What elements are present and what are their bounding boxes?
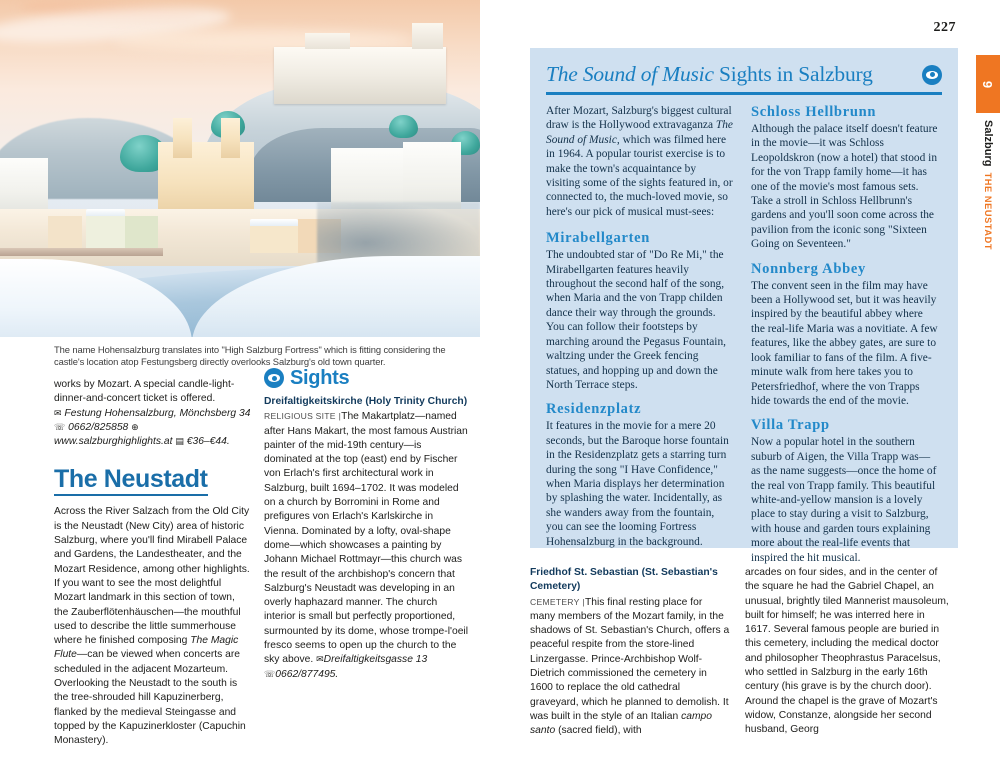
snow-roof	[86, 209, 124, 216]
salzburg-winter-photo	[0, 0, 480, 337]
column-one	[54, 378, 252, 749]
neustadt-body-part1: Across the River Salzach from the Old City is the Neustadt (New City) area of historic Salzburg, where you'll find Mirabell Palace and Gardens, the Landestheater, and the Mozart Residence, among other highlights. If you want to see the most delightful Mozart landmark in this section of town, the Zauberflötenhäuschen—the mouthful used to describe the little summerhouse where he finished composing	[54, 506, 250, 647]
poi-address: Dreifaltigkeitsgasse 13	[323, 654, 428, 666]
neustadt-body-part2: —can be viewed when concerts are scheduled in the adjacent Mozarteum. Overlooking the Neustadt to the south is the tree-shrouded hill Kapuzinerberg, flanked by the medieval Steingasse and topped by the Kapuzinerkloster (Capuchin Monastery).	[54, 649, 246, 747]
poi-body: The Makartplatz—named after Hans Makart, the most famous Austrian painter of the mid-19th century—is dominated at the top (east) end by Fischer von Erlach's first architectural work in Salzburg, built 1694–1702. It was modeled on a church by Borromini in Rome and prefigures von Erlach's Karlskirche in Vienna. Dominated by a lofty, oval-shape dome—which showcases a painting by Johann Michael Rottmayr—this church was the result of the archbishop's concern that Salzburg's Neustadt was developing in an overly haphazard manner. The church interior is small but perfectly proportioned, surmounted by its dome, whose trompe-l'oeil fresco seems to open up the church to the sky above.	[264, 411, 468, 666]
chapter-tab-text	[978, 120, 998, 250]
feature-columns	[546, 104, 942, 565]
poi-category: RELIGIOUS SITE	[264, 411, 336, 422]
snowy-bank-right	[192, 256, 480, 337]
envelope-icon: ✉	[54, 408, 62, 419]
sights-header	[264, 368, 468, 388]
feature-title-italic: The Sound of Music	[546, 62, 714, 86]
poi-separator: |	[582, 596, 585, 607]
poi-body-right: arcades on four sides, and in the center of the square he had the Gabriel Chapel, an unusual, brightly tiled Mannerist mausoleum, built for himself; he was interred here in 1617. Several famous people are buried in this cemetery, including the medical doctor and philosopher Theophrastus Paracelsus, who settled in Salzburg in the early 16th century (his grave is by the church door). Around the chapel is the grave of Mozart's widow, Constanze, alongside her second husband, Georg	[745, 567, 949, 736]
poi-name: Dreifaltigkeitskirche	[264, 396, 363, 407]
townhouse	[48, 216, 82, 250]
sound-of-music-feature-box	[530, 48, 958, 564]
entry-body-mirabellgarten: The undoubted star of "Do Re Mi," the Mirabellgarten features heavily throughout the second half of the song, when Maria and the von Trapp childen dance their way through the grounds. You can follow their footsteps by marching around the Pegasus Fountain, waltzing under the Greek fencing statues, and hopping up and down the North Terrace steps.	[546, 249, 727, 391]
page-number: 227	[933, 20, 956, 35]
feature-intro-part2: which was filmed here in 1964. A popular tourist exercise is to make the town's acquaintance by visiting some of the sights featured in, or connected to, the much-loved movie, so here's our pick of musical must-sees:	[546, 133, 733, 218]
page-title: The Neustadt	[54, 465, 208, 496]
entry-heading-nonnberg-abbey: Nonnberg Abbey	[751, 260, 866, 277]
hohensalzburg-fortress	[274, 47, 447, 104]
white-church-left	[0, 158, 48, 215]
column-three	[530, 566, 730, 739]
listing-address: Festung Hohensalzburg, Mönchsberg 34	[64, 407, 251, 419]
column-four	[745, 566, 950, 738]
eye-icon	[264, 368, 284, 388]
entry-heading-villa-trapp: Villa Trapp	[751, 417, 830, 434]
sights-label: Sights	[290, 366, 350, 389]
column-two	[264, 368, 468, 682]
listing-phone: 0662/825858	[68, 421, 129, 433]
feature-title-rest: Sights in Salzburg	[713, 62, 873, 86]
movie-title: The Sound of Music,	[546, 119, 733, 146]
entry-body-residenzplatz: It features in the movie for a mere 20 seconds, but the Baroque horse fountain in the Residenzplatz gets a starring turn during the song "I Have Confidence," when Maria displays her determination by splashing the water. Incidentally, as she wanders away from the fountain, you can see the looming Fortress Hohensalzburg in the background.	[546, 420, 729, 548]
chapter-number: 9	[980, 80, 996, 88]
townhouse	[250, 222, 298, 252]
phone-icon: ☏	[54, 422, 66, 433]
poi-friedhof-st-sebastian	[530, 566, 730, 739]
poi-body-left: This final resting place for many members of the Mozart family, in the shadows of St. Sebastian's Church, offers a peaceful respite from the store-lined Linzergasse. Prince-Archbishop Wolf-Dietrich commissioned the cemetery in 1600 to replace the old cathedral graveyard, which he planned to demolish. It was built in the style of an Italian	[530, 596, 730, 722]
feature-title-row	[546, 62, 942, 95]
fortress-listing	[54, 407, 252, 450]
poi-separator: |	[338, 411, 342, 422]
townhouse	[86, 212, 124, 249]
cathedral-tower-left	[173, 118, 192, 158]
chapter-name: Salzburg	[982, 120, 994, 167]
ticket-icon: ▤	[175, 437, 184, 448]
chapter-tab-labels	[982, 120, 994, 250]
phone-icon: ☏	[264, 669, 276, 680]
magic-flute-title: The Magic Flute	[54, 635, 239, 661]
listing-price: €36–€44.	[186, 436, 230, 448]
feature-intro-part1: After Mozart, Salzburg's biggest cultural draw is the Hollywood extravaganza	[546, 105, 732, 132]
snow-roof	[250, 219, 298, 226]
feature-title	[546, 62, 873, 87]
globe-icon: ⊕	[131, 422, 139, 433]
envelope-icon: ✉	[316, 655, 324, 666]
dome-green-right	[389, 115, 418, 139]
entry-heading-residenzplatz: Residenzplatz	[546, 401, 642, 418]
eye-icon	[922, 65, 942, 85]
poi-phone: 0662/877495.	[275, 668, 339, 680]
poi-category: CEMETERY	[530, 596, 580, 607]
entry-body-schloss-hellbrunn: Although the palace itself doesn't feature in the movie—it was Schloss Leopoldskron (now a hotel) that stood in for the von Trapp family home—it has one of the movie's most famous sets. Take a stroll in Schloss Hellbrunn's gardens and you'll soon come across the pavilion from the iconic song "Sixteen Going on Seventeen."	[751, 123, 938, 251]
campo-santo-italic: campo santo	[530, 710, 713, 737]
listing-web[interactable]: www.salzburghighlights.at	[54, 436, 173, 448]
poi-body-left-after: (sacred field), with	[555, 725, 642, 737]
feature-intro	[546, 104, 733, 219]
cathedral-tower-right	[221, 118, 240, 158]
feature-column-left	[546, 104, 733, 565]
poi-alt-name: (Holy Trinity Church)	[365, 396, 468, 407]
poi-name: Friedhof St. Sebastian	[530, 567, 639, 578]
section-name: THE NEUSTADT	[983, 172, 993, 251]
neustadt-body	[54, 505, 252, 748]
mozartsteg-bridge	[0, 248, 163, 256]
townhouse	[125, 216, 159, 250]
entry-heading-mirabellgarten: Mirabellgarten	[546, 230, 651, 247]
entry-heading-schloss-hellbrunn: Schloss Hellbrunn	[751, 104, 877, 120]
chapter-tab	[976, 55, 1000, 113]
entry-body-nonnberg-abbey: The convent seen in the film may have been a Hollywood set, but it was heavily inspired by the beautiful abbey where the real-life Maria was a novitiate. A few features, like the abbey gates, are sure to look familiar to fans of the film. A five-minute walk from here takes you to Petersfriedhof, where the von Trapps hide towards the end of the movie.	[751, 279, 938, 407]
entry-body-villa-trapp: Now a popular hotel in the southern suburb of Aigen, the Villa Trapp was—as the name suggests—once the home of the real von Trapp family. This beautiful white-and-yellow mansion is a lovely place to stay during a visit to Salzburg, with house and garden tours explaining more about the real-life events that inspired the hit musical.	[751, 436, 937, 564]
feature-column-right	[751, 104, 938, 565]
continued-paragraph: works by Mozart. A special candle-light-dinner-and-concert ticket is offered.	[54, 379, 235, 405]
snowy-bank-left	[0, 259, 192, 337]
photo-caption: The name Hohensalzburg translates into "High Salzburg Fortress" which is fitting considering the castle's location atop Festungsberg directly overlooks Salzburg's old town quarter.	[54, 344, 446, 368]
poi-dreifaltigkeitskirche	[264, 395, 468, 682]
poi-alt-name: (St. Sebastian's Cemetery)	[530, 567, 718, 593]
